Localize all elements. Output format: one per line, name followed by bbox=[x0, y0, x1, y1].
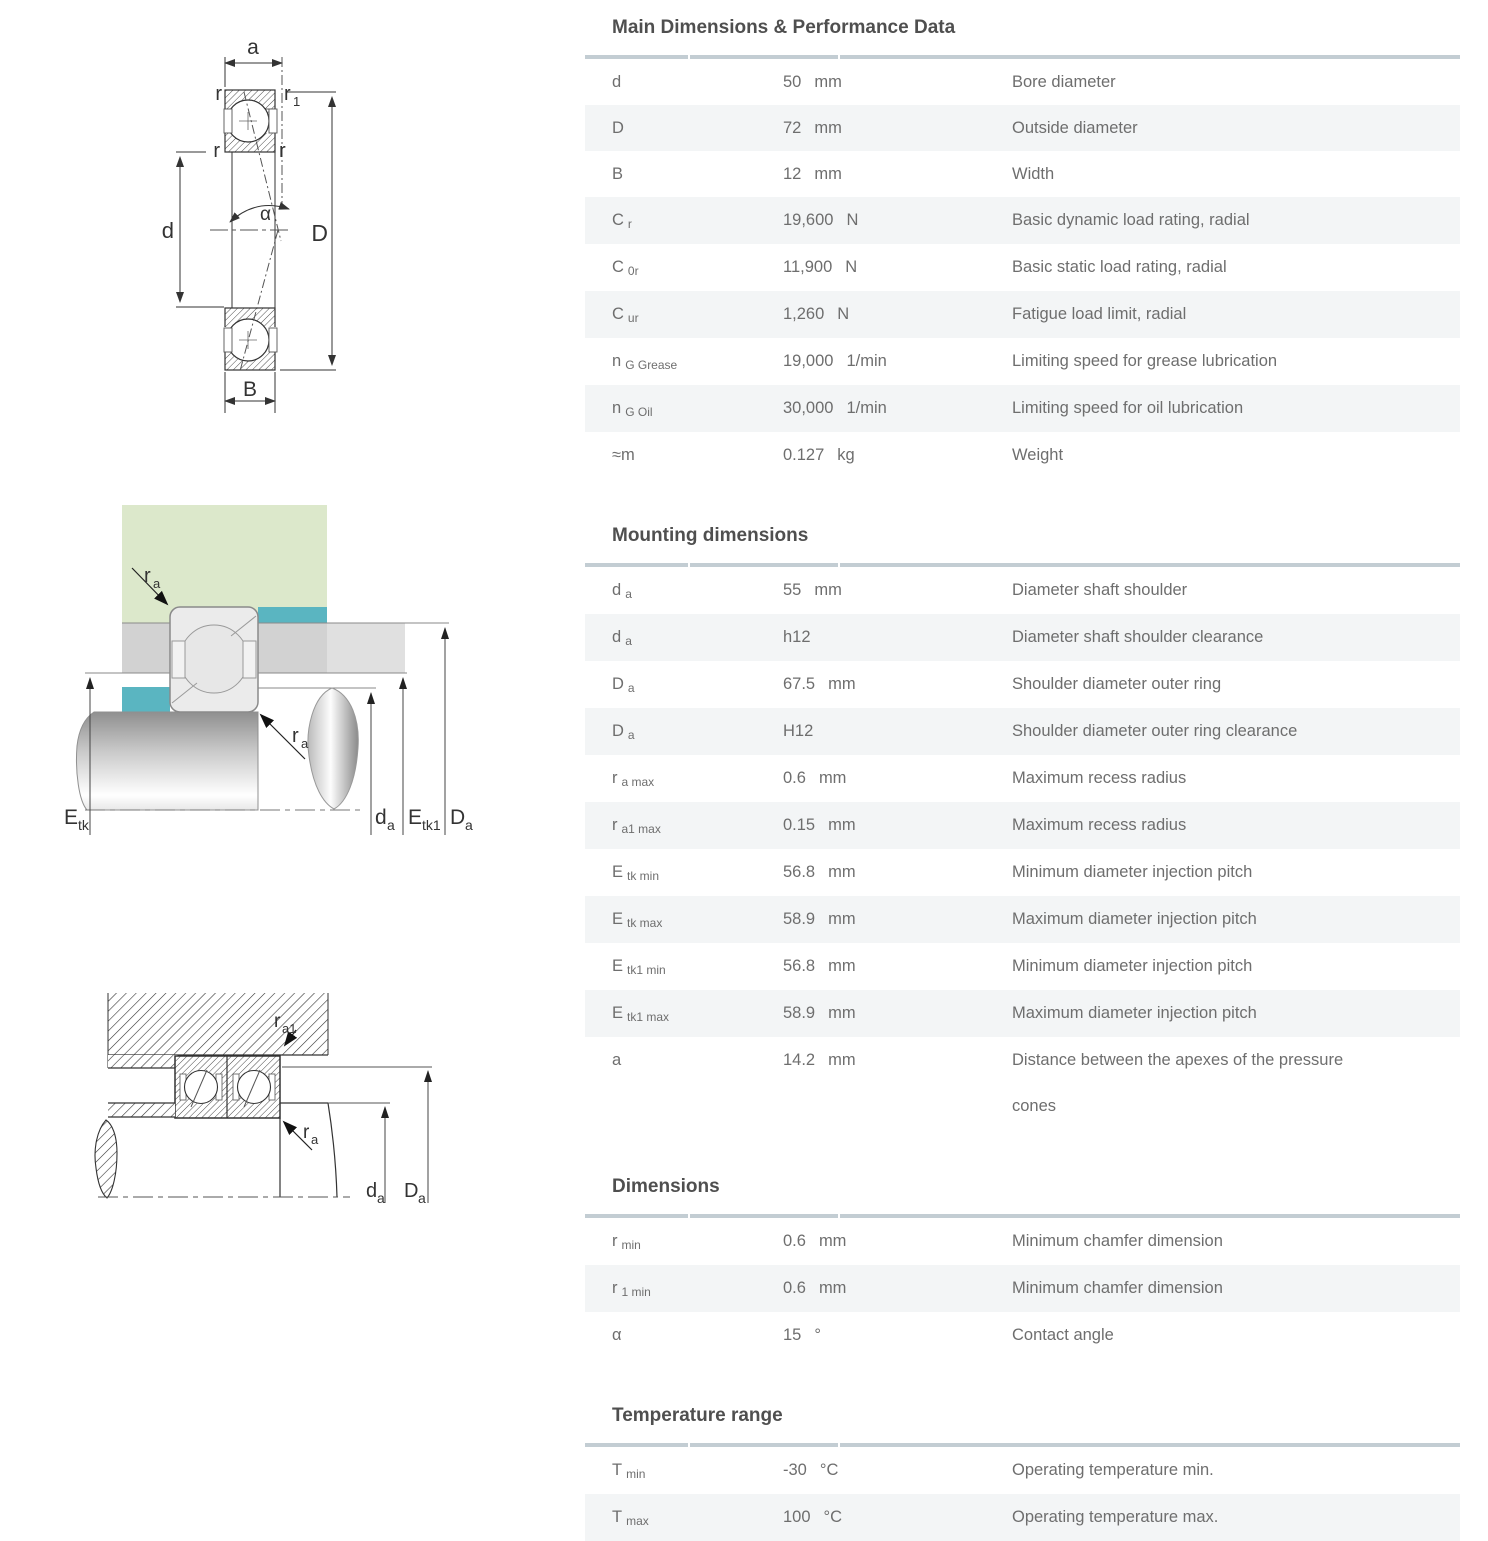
table-row bbox=[585, 1312, 1460, 1358]
unit: mm bbox=[814, 119, 842, 137]
symbol: r bbox=[612, 816, 618, 834]
symbol-cell bbox=[585, 802, 760, 849]
unit: mm bbox=[828, 957, 856, 975]
symbol-subscript: ur bbox=[627, 311, 639, 325]
value-cell bbox=[760, 990, 990, 1037]
symbol-cell bbox=[585, 1494, 760, 1541]
symbol-subscript: a bbox=[625, 634, 632, 648]
description: Limiting speed for oil lubrication bbox=[1012, 399, 1244, 417]
value: 30,000 bbox=[783, 399, 834, 417]
symbol: E bbox=[612, 1004, 624, 1022]
symbol: C bbox=[612, 258, 624, 276]
description: Minimum diameter injection pitch bbox=[1012, 957, 1253, 975]
table bbox=[585, 1447, 1460, 1541]
table bbox=[585, 1218, 1460, 1358]
section-mounting bbox=[585, 524, 1460, 1129]
symbol-subscript: tk1 max bbox=[627, 1010, 670, 1024]
value-cell bbox=[760, 432, 990, 478]
symbol: E bbox=[612, 957, 624, 975]
symbol-subscript: a1 max bbox=[621, 822, 661, 836]
unit: mm bbox=[818, 769, 847, 787]
abutment-drawing bbox=[60, 960, 480, 1260]
label-Da: D bbox=[404, 1180, 419, 1202]
table-row bbox=[585, 567, 1460, 614]
value: 19,600 bbox=[783, 211, 834, 229]
description: Operating temperature max. bbox=[1012, 1508, 1219, 1526]
bearing bbox=[170, 607, 258, 712]
unit: N bbox=[845, 258, 858, 276]
shaft-shoulder-section bbox=[95, 1120, 117, 1198]
value: 55 bbox=[783, 581, 802, 599]
symbol-cell bbox=[585, 1312, 760, 1358]
value-cell bbox=[760, 1037, 990, 1129]
unit: N bbox=[846, 211, 859, 229]
table-row bbox=[585, 896, 1460, 943]
value-cell bbox=[760, 244, 990, 291]
symbol-cell bbox=[585, 197, 760, 244]
value-cell bbox=[760, 849, 990, 896]
symbol-cell bbox=[585, 755, 760, 802]
value-cell bbox=[760, 1218, 990, 1265]
unit: mm bbox=[828, 863, 856, 881]
table bbox=[585, 59, 1460, 478]
data-tables bbox=[585, 0, 1460, 1541]
symbol: E bbox=[612, 863, 624, 881]
cage bbox=[243, 641, 256, 678]
label-r1: r bbox=[284, 83, 291, 105]
symbol-subscript: min bbox=[621, 1238, 641, 1252]
symbol-cell bbox=[585, 151, 760, 197]
label-Da: D bbox=[450, 806, 466, 829]
unit: N bbox=[837, 305, 850, 323]
symbol-cell bbox=[585, 105, 760, 151]
description: Maximum diameter injection pitch bbox=[1012, 910, 1257, 928]
cage bbox=[269, 328, 277, 352]
label-da: d bbox=[366, 1180, 378, 1202]
description: Bore diameter bbox=[1012, 73, 1116, 91]
label-D: D bbox=[311, 220, 328, 246]
value-cell bbox=[760, 385, 990, 432]
cage bbox=[172, 641, 185, 678]
unit: mm bbox=[828, 1051, 856, 1069]
value: 0.6 bbox=[783, 769, 806, 787]
value-cell bbox=[760, 708, 990, 755]
symbol-cell bbox=[585, 385, 760, 432]
table bbox=[585, 567, 1460, 1129]
unit: °C bbox=[819, 1461, 839, 1479]
value-cell bbox=[760, 197, 990, 244]
unit: mm bbox=[828, 1004, 856, 1022]
top-bearing-section bbox=[223, 90, 277, 152]
value: 12 bbox=[783, 165, 802, 183]
symbol: a bbox=[612, 1051, 622, 1069]
symbol: E bbox=[612, 910, 624, 928]
value: 100 bbox=[783, 1508, 811, 1526]
value: 56.8 bbox=[783, 863, 816, 881]
symbol-subscript: G Grease bbox=[625, 358, 678, 372]
value-cell bbox=[760, 1265, 990, 1312]
label-ra-top: r bbox=[144, 565, 151, 587]
description: Maximum recess radius bbox=[1012, 816, 1187, 834]
value: 72 bbox=[783, 119, 802, 137]
symbol: d bbox=[612, 73, 622, 91]
ball bbox=[238, 1071, 271, 1104]
value: 19,000 bbox=[783, 352, 834, 370]
value-cell bbox=[760, 1312, 990, 1358]
label-ra-sub: a bbox=[311, 1132, 319, 1147]
unit: °C bbox=[823, 1508, 843, 1526]
value-cell bbox=[760, 105, 990, 151]
description: Shoulder diameter outer ring bbox=[1012, 675, 1222, 693]
value: 58.9 bbox=[783, 910, 816, 928]
symbol: d bbox=[612, 581, 622, 599]
symbol: r bbox=[612, 769, 618, 787]
table-row bbox=[585, 1037, 1460, 1129]
section-title: Dimensions bbox=[612, 1176, 720, 1197]
label-Etk1: E bbox=[408, 806, 423, 829]
symbol: B bbox=[612, 165, 624, 183]
symbol-cell bbox=[585, 1265, 760, 1312]
table-row bbox=[585, 59, 1460, 105]
bearing-cross-section-drawing bbox=[140, 30, 560, 430]
symbol: C bbox=[612, 211, 624, 229]
label-ra-mid: r bbox=[292, 725, 299, 747]
value: 58.9 bbox=[783, 1004, 816, 1022]
symbol-subscript: a bbox=[625, 587, 632, 601]
description: Basic static load rating, radial bbox=[1012, 258, 1227, 276]
label-ra1: r bbox=[274, 1011, 281, 1032]
symbol-subscript: G Oil bbox=[625, 405, 653, 419]
unit: mm bbox=[818, 1279, 847, 1297]
symbol-cell bbox=[585, 708, 760, 755]
description: Outside diameter bbox=[1012, 119, 1138, 137]
symbol-cell bbox=[585, 59, 760, 105]
symbol-subscript: 0r bbox=[627, 264, 639, 278]
value-cell bbox=[760, 291, 990, 338]
value-cell bbox=[760, 1447, 990, 1494]
description: Minimum diameter injection pitch bbox=[1012, 863, 1253, 881]
symbol: C bbox=[612, 305, 624, 323]
section-title: Temperature range bbox=[612, 1405, 783, 1426]
label-alpha: α bbox=[260, 204, 271, 225]
unit: mm bbox=[814, 73, 842, 91]
cage bbox=[224, 109, 232, 133]
label-B: B bbox=[242, 378, 258, 401]
label-a: a bbox=[247, 36, 259, 59]
symbol: D bbox=[612, 119, 624, 137]
unit: kg bbox=[837, 446, 855, 464]
table-row bbox=[585, 338, 1460, 385]
symbol-subscript: min bbox=[626, 1467, 646, 1481]
unit: mm bbox=[814, 165, 842, 183]
value: H12 bbox=[783, 722, 814, 740]
label-da: d bbox=[375, 806, 387, 829]
symbol: D bbox=[612, 675, 624, 693]
table-row bbox=[585, 197, 1460, 244]
table-row bbox=[585, 990, 1460, 1037]
value: 15 bbox=[783, 1326, 802, 1344]
symbol-cell bbox=[585, 567, 760, 614]
symbol-subscript: r bbox=[627, 217, 632, 231]
symbol-subscript: tk1 min bbox=[627, 963, 666, 977]
symbol-cell bbox=[585, 849, 760, 896]
description: Minimum chamfer dimension bbox=[1012, 1279, 1223, 1297]
symbol-cell bbox=[585, 432, 760, 478]
symbol-subscript: tk max bbox=[627, 916, 663, 930]
unit: mm bbox=[828, 816, 856, 834]
value: h12 bbox=[783, 628, 811, 646]
value: 11,900 bbox=[783, 258, 833, 276]
symbol-subscript: a max bbox=[621, 775, 655, 789]
mounting-drawing bbox=[60, 490, 500, 870]
description: Maximum diameter injection pitch bbox=[1012, 1004, 1257, 1022]
symbol-subscript: a bbox=[627, 681, 635, 695]
unit: ° bbox=[814, 1326, 821, 1344]
abutment-strip-top bbox=[258, 607, 327, 623]
abutment-strip-bottom bbox=[122, 687, 170, 712]
value-cell bbox=[760, 755, 990, 802]
symbol: ≈m bbox=[612, 446, 635, 464]
symbol: D bbox=[612, 722, 624, 740]
label-Da-sub: a bbox=[465, 817, 473, 833]
description: Minimum chamfer dimension bbox=[1012, 1232, 1223, 1250]
symbol: T bbox=[612, 1508, 623, 1526]
description: Contact angle bbox=[1012, 1326, 1114, 1344]
value: 56.8 bbox=[783, 957, 816, 975]
table-row bbox=[585, 802, 1460, 849]
symbol-cell bbox=[585, 291, 760, 338]
bearing-pair bbox=[175, 1056, 280, 1118]
symbol: r bbox=[612, 1232, 618, 1250]
symbol-cell bbox=[585, 661, 760, 708]
label-Etk: E bbox=[64, 806, 79, 829]
section-title: Mounting dimensions bbox=[612, 525, 809, 546]
description: Weight bbox=[1012, 446, 1064, 464]
symbol: T bbox=[612, 1461, 623, 1479]
symbol-cell bbox=[585, 896, 760, 943]
value-cell bbox=[760, 151, 990, 197]
description: Operating temperature min. bbox=[1012, 1461, 1214, 1479]
label-da-sub: a bbox=[387, 817, 395, 833]
value-cell bbox=[760, 567, 990, 614]
label-Da-sub: a bbox=[418, 1190, 426, 1206]
label-r-left: r bbox=[213, 140, 220, 162]
value-cell bbox=[760, 59, 990, 105]
description: Fatigue load limit, radial bbox=[1012, 305, 1187, 323]
cage bbox=[224, 328, 232, 352]
bore-band-right bbox=[327, 623, 405, 673]
symbol: r bbox=[612, 1279, 618, 1297]
section-dimensions bbox=[585, 1175, 1460, 1358]
ball bbox=[185, 1071, 218, 1104]
label-r-top: r bbox=[215, 83, 222, 105]
table-row bbox=[585, 1265, 1460, 1312]
value: 0.6 bbox=[783, 1232, 806, 1250]
description: Distance between the apexes of the pressure cones bbox=[1012, 1051, 1344, 1115]
symbol: d bbox=[612, 628, 622, 646]
symbol-cell bbox=[585, 990, 760, 1037]
table-row bbox=[585, 385, 1460, 432]
value: 0.15 bbox=[783, 816, 816, 834]
symbol-cell bbox=[585, 1447, 760, 1494]
shaft-shoulder bbox=[308, 688, 358, 809]
value: 0.6 bbox=[783, 1279, 806, 1297]
description: Diameter shaft shoulder bbox=[1012, 581, 1188, 599]
section-main bbox=[585, 16, 1460, 478]
symbol: α bbox=[612, 1326, 622, 1344]
table-row bbox=[585, 943, 1460, 990]
label-r-right: r bbox=[279, 140, 286, 162]
table-row bbox=[585, 151, 1460, 197]
value-cell bbox=[760, 1494, 990, 1541]
symbol-cell bbox=[585, 614, 760, 661]
label-da-sub: a bbox=[377, 1190, 385, 1206]
description: Shoulder diameter outer ring clearance bbox=[1012, 722, 1298, 740]
bottom-bearing-section bbox=[223, 308, 277, 370]
unit: mm bbox=[814, 581, 842, 599]
table-row bbox=[585, 291, 1460, 338]
symbol: n bbox=[612, 352, 622, 370]
description: Diameter shaft shoulder clearance bbox=[1012, 628, 1264, 646]
label-ra-top-sub: a bbox=[153, 576, 161, 591]
table-row bbox=[585, 244, 1460, 291]
value: 1,260 bbox=[783, 305, 825, 323]
section-title: Main Dimensions & Performance Data bbox=[612, 17, 956, 38]
symbol-cell bbox=[585, 338, 760, 385]
ball bbox=[180, 625, 248, 693]
value: 0.127 bbox=[783, 446, 825, 464]
table-row bbox=[585, 661, 1460, 708]
label-ra-mid-sub: a bbox=[301, 736, 309, 751]
table-row bbox=[585, 614, 1460, 661]
value-cell bbox=[760, 661, 990, 708]
value-cell bbox=[760, 338, 990, 385]
symbol: n bbox=[612, 399, 622, 417]
unit: mm bbox=[828, 675, 856, 693]
unit: mm bbox=[818, 1232, 847, 1250]
symbol-cell bbox=[585, 244, 760, 291]
table-row bbox=[585, 1218, 1460, 1265]
table-row bbox=[585, 755, 1460, 802]
value: -30 bbox=[783, 1461, 807, 1479]
value: 14.2 bbox=[783, 1051, 816, 1069]
description: Basic dynamic load rating, radial bbox=[1012, 211, 1250, 229]
value-cell bbox=[760, 802, 990, 849]
description: Limiting speed for grease lubrication bbox=[1012, 352, 1278, 370]
label-d: d bbox=[161, 218, 174, 243]
value: 50 bbox=[783, 73, 802, 91]
description: Maximum recess radius bbox=[1012, 769, 1187, 787]
symbol-subscript: a bbox=[627, 728, 635, 742]
unit: 1/min bbox=[846, 352, 887, 370]
unit: mm bbox=[828, 910, 856, 928]
symbol-cell bbox=[585, 1218, 760, 1265]
cage bbox=[269, 109, 277, 133]
description: Width bbox=[1012, 165, 1055, 183]
symbol-cell bbox=[585, 943, 760, 990]
table-row bbox=[585, 1494, 1460, 1541]
value-cell bbox=[760, 943, 990, 990]
table-row bbox=[585, 105, 1460, 151]
section-temperature bbox=[585, 1404, 1460, 1541]
table-row bbox=[585, 849, 1460, 896]
table-row bbox=[585, 1447, 1460, 1494]
label-ra1-sub: a1 bbox=[282, 1021, 297, 1036]
table-row bbox=[585, 708, 1460, 755]
label-Etk1-sub: tk1 bbox=[422, 817, 441, 833]
label-r1-sub: 1 bbox=[293, 94, 301, 109]
label-ra: r bbox=[303, 1122, 310, 1143]
value: 67.5 bbox=[783, 675, 816, 693]
symbol-subscript: tk min bbox=[627, 869, 660, 883]
shaft bbox=[76, 712, 258, 810]
symbol-subscript: max bbox=[626, 1514, 649, 1528]
label-Etk-sub: tk bbox=[78, 817, 89, 833]
symbol-cell bbox=[585, 1037, 760, 1129]
symbol-subscript: 1 min bbox=[621, 1285, 651, 1299]
table-row bbox=[585, 432, 1460, 478]
value-cell bbox=[760, 614, 990, 661]
value-cell bbox=[760, 896, 990, 943]
unit: 1/min bbox=[846, 399, 887, 417]
